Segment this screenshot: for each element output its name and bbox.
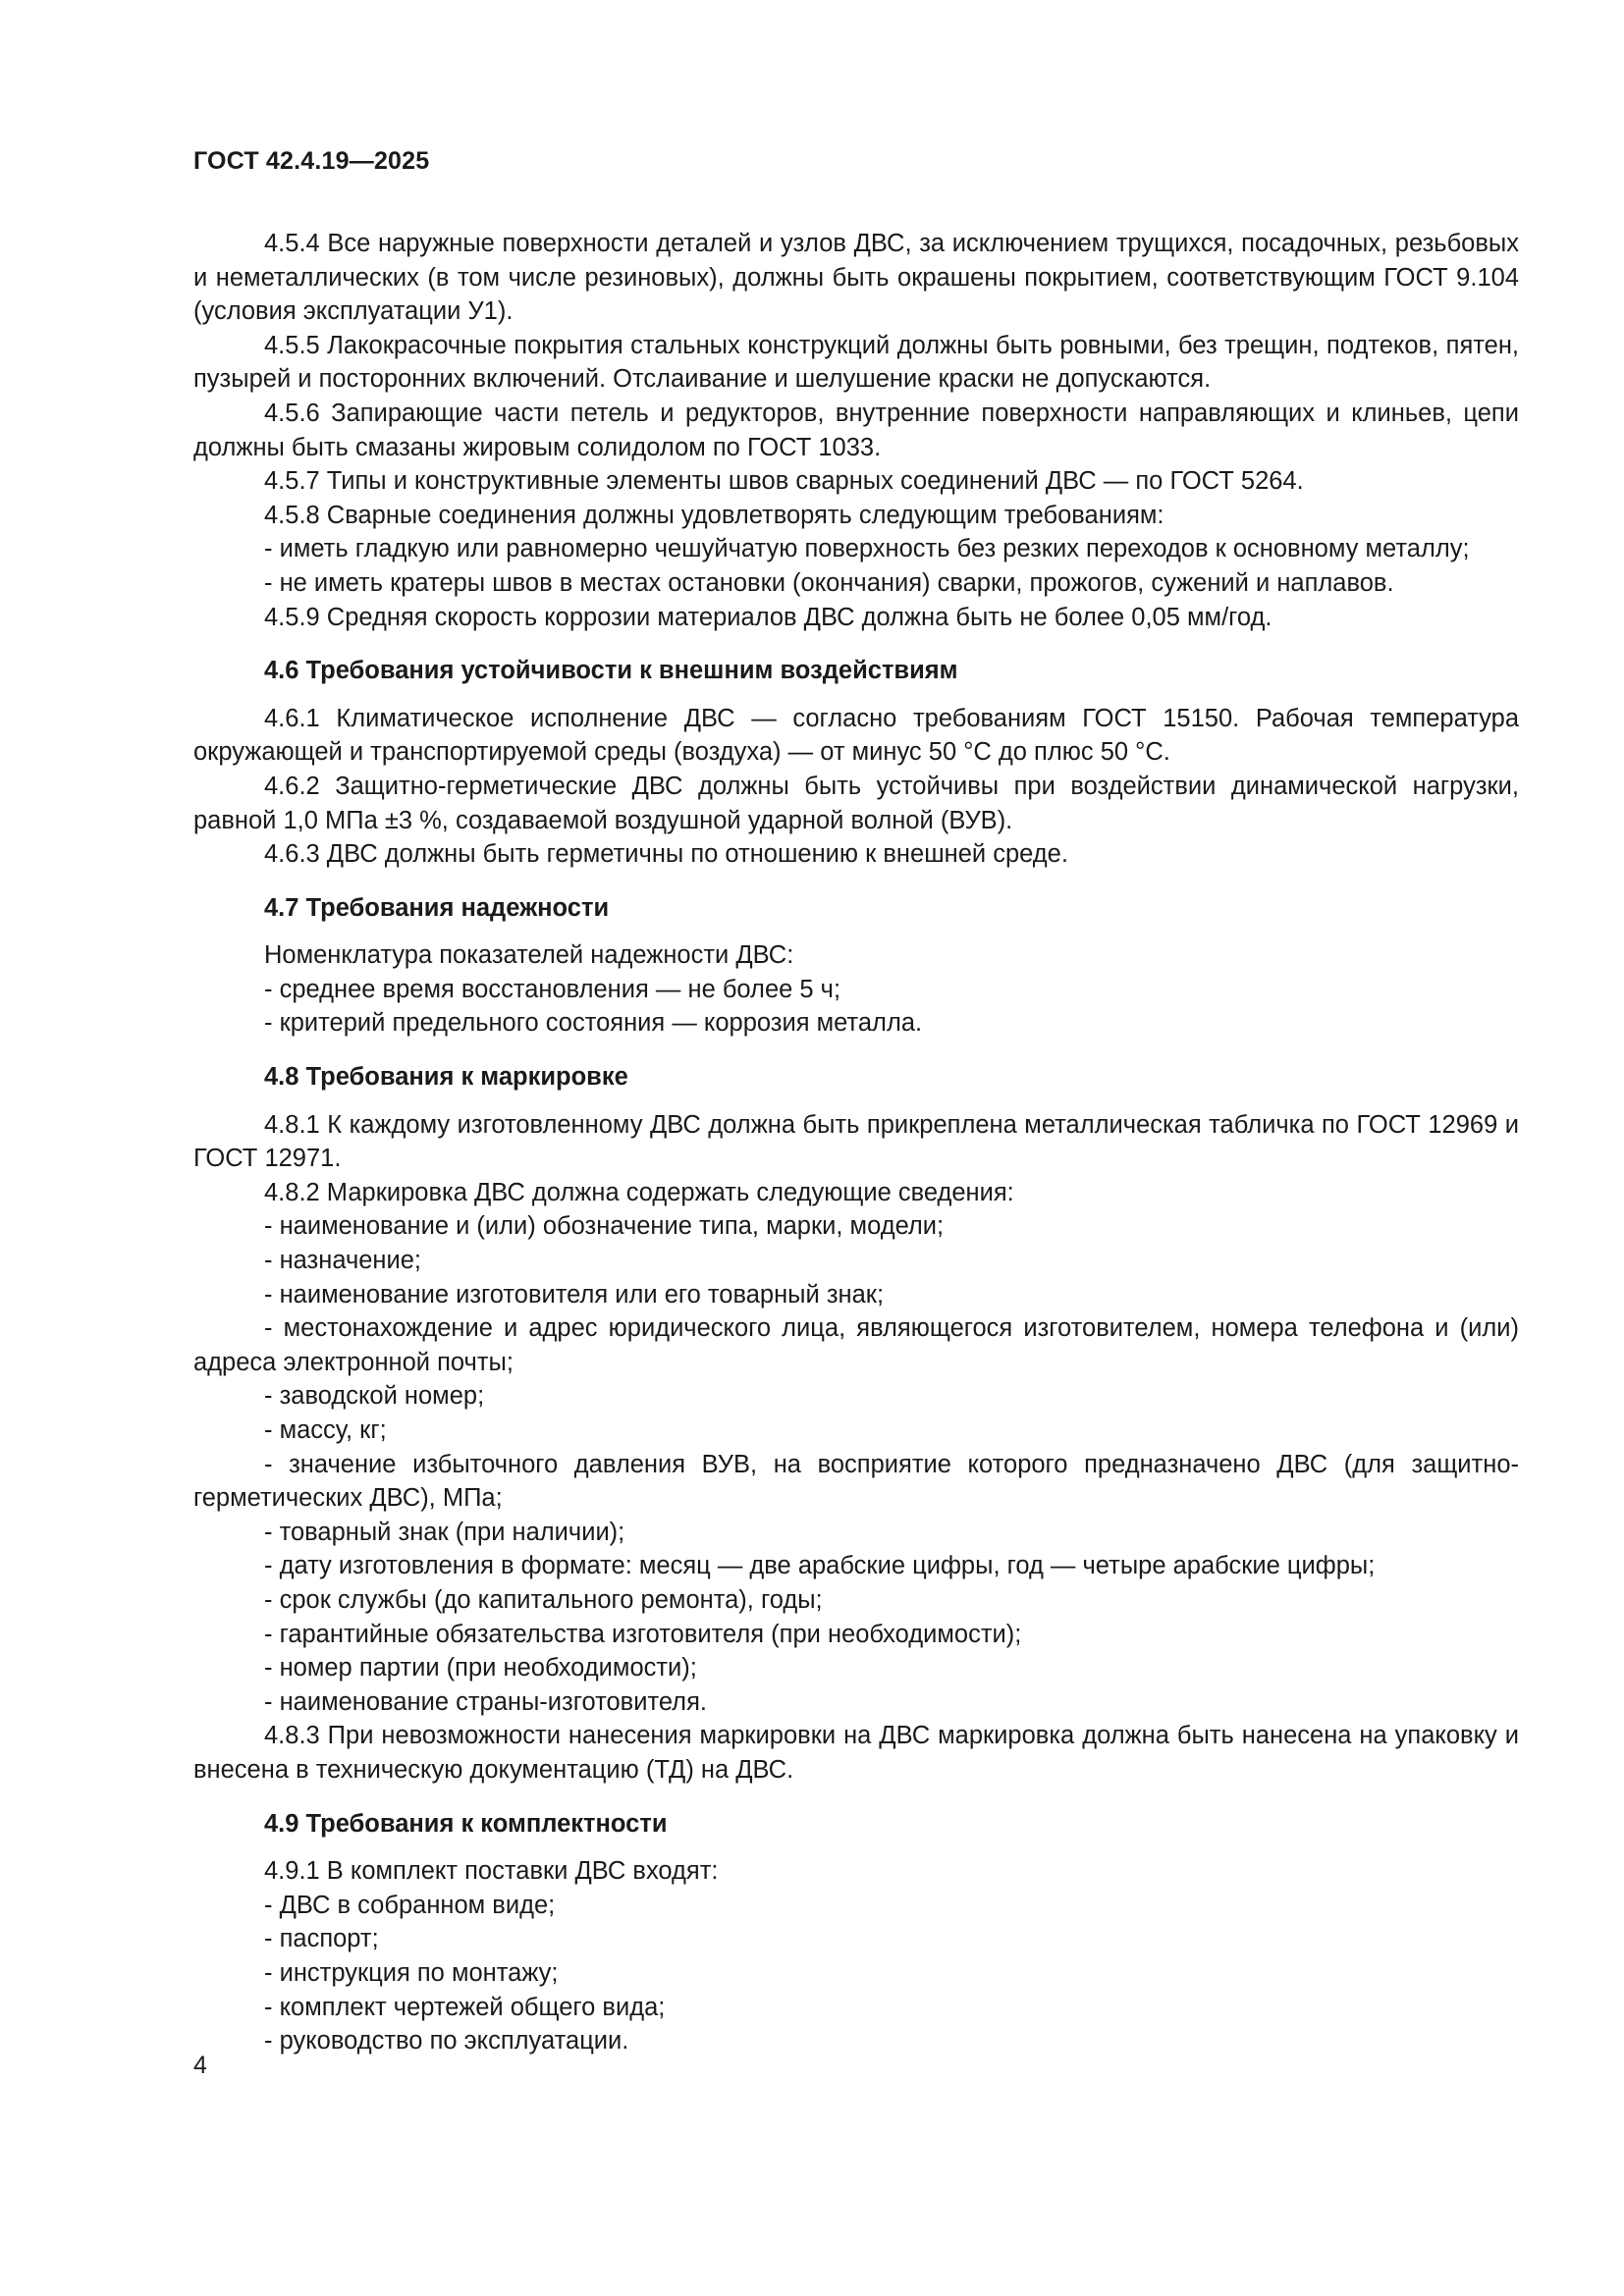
paragraph: 4.8.1 К каждому изготовленному ДВС должна быть прикреплена металлическая табличка по ГОСТ 12969 и ГОСТ 12971. [193, 1110, 1519, 1173]
paragraph: Номенклатура показателей надежности ДВС: [264, 941, 794, 970]
paragraph: - руководство по эксплуатации. [264, 2027, 629, 2056]
paragraph: - номер партии (при необходимости); [264, 1654, 697, 1682]
paragraph: 4.5.9 Средняя скорость коррозии материалов ДВС должна быть не более 0,05 мм/год. [264, 603, 1272, 631]
section-heading: 4.7 Требования надежности [264, 893, 610, 922]
paragraph: 4.5.4 Все наружные поверхности деталей и узлов ДВС, за исключением трущихся, посадочных, резьбовых и неметаллических (в том числе резиновых), должны быть окрашены покрытием, соответствующим ГОСТ 9.104 (условия эксплуатации У1). [193, 230, 1519, 326]
paragraph: - местонахождение и адрес юридического лица, являющегося изготовителем, номера телефона и (или) адреса электронной почты; [193, 1314, 1519, 1376]
paragraph: - дату изготовления в формате: месяц — две арабские цифры, год — четыре арабские цифры; [264, 1552, 1376, 1580]
paragraph: - наименование изготовителя или его товарный знак; [264, 1280, 885, 1308]
paragraph: 4.6.1 Климатическое исполнение ДВС — согласно требованиям ГОСТ 15150. Рабочая температура окружающей и транспортируемой среды (воздуха) — от минус 50 °С до плюс 50 °С. [193, 704, 1519, 767]
document-code-header: ГОСТ 42.4.19—2025 [193, 147, 430, 175]
paragraph: - наименование и (или) обозначение типа, марки, модели; [264, 1212, 945, 1241]
paragraph: - заводской номер; [264, 1382, 485, 1411]
paragraph: - комплект чертежей общего вида; [264, 1993, 666, 2021]
paragraph: 4.5.5 Лакокрасочные покрытия стальных конструкций должны быть ровными, без трещин, подтеков, пятен, пузырей и посторонних включений. Отслаивание и шелушение краски не допускаются. [193, 331, 1519, 394]
paragraph: 4.5.6 Запирающие части петель и редукторов, внутренние поверхности направляющих и клиньев, цепи должны быть смазаны жировым солидолом по ГОСТ 1033. [193, 399, 1519, 461]
paragraph: 4.8.3 При невозможности нанесения маркировки на ДВС маркировка должна быть нанесена на упаковку и внесена в техническую документацию (ТД) на ДВС. [193, 1722, 1519, 1784]
paragraph: - значение избыточного давления ВУВ, на восприятие которого предназначено ДВС (для защитно-герметических ДВС), МПа; [193, 1450, 1519, 1513]
page-number: 4 [193, 2052, 207, 2079]
paragraph: - критерий предельного состояния — коррозия металла. [264, 1009, 923, 1038]
document-body [193, 227, 1519, 2058]
paragraph: - ДВС в собранном виде; [264, 1891, 556, 1919]
paragraph: - среднее время восстановления — не более 5 ч; [264, 975, 841, 1003]
paragraph: - инструкция по монтажу; [264, 1958, 559, 1987]
paragraph: 4.6.3 ДВС должны быть герметичны по отношению к внешней среде. [264, 840, 1068, 869]
section-heading: 4.8 Требования к маркировке [264, 1063, 628, 1092]
paragraph: - наименование страны-изготовителя. [264, 1687, 707, 1716]
paragraph: - не иметь кратеры швов в местах остановки (окончания) сварки, прожогов, сужений и наплавов. [264, 568, 1394, 597]
paragraph: 4.9.1 В комплект поставки ДВС входят: [264, 1857, 719, 1886]
paragraph: - иметь гладкую или равномерно чешуйчатую поверхность без резких переходов к основному металлу; [264, 535, 1470, 563]
paragraph: 4.6.2 Защитно-герметические ДВС должны быть устойчивы при воздействии динамической нагрузки, равной 1,0 МПа ±3 %, создаваемой воздушной ударной волной (ВУВ). [193, 772, 1519, 834]
paragraph: - гарантийные обязательства изготовителя (при необходимости); [264, 1620, 1022, 1648]
paragraph: 4.8.2 Маркировка ДВС должна содержать следующие сведения: [264, 1178, 1014, 1206]
paragraph: 4.5.7 Типы и конструктивные элементы швов сварных соединений ДВС — по ГОСТ 5264. [264, 467, 1304, 496]
section-heading: 4.6 Требования устойчивости к внешним воздействиям [264, 657, 958, 685]
paragraph: - массу, кг; [264, 1416, 387, 1444]
paragraph: 4.5.8 Сварные соединения должны удовлетворять следующим требованиям: [264, 501, 1164, 529]
section-heading: 4.9 Требования к комплектности [264, 1809, 668, 1838]
paragraph: - паспорт; [264, 1925, 379, 1953]
paragraph: - срок службы (до капитального ремонта), годы; [264, 1585, 823, 1614]
paragraph: - назначение; [264, 1247, 422, 1275]
paragraph: - товарный знак (при наличии); [264, 1518, 625, 1546]
